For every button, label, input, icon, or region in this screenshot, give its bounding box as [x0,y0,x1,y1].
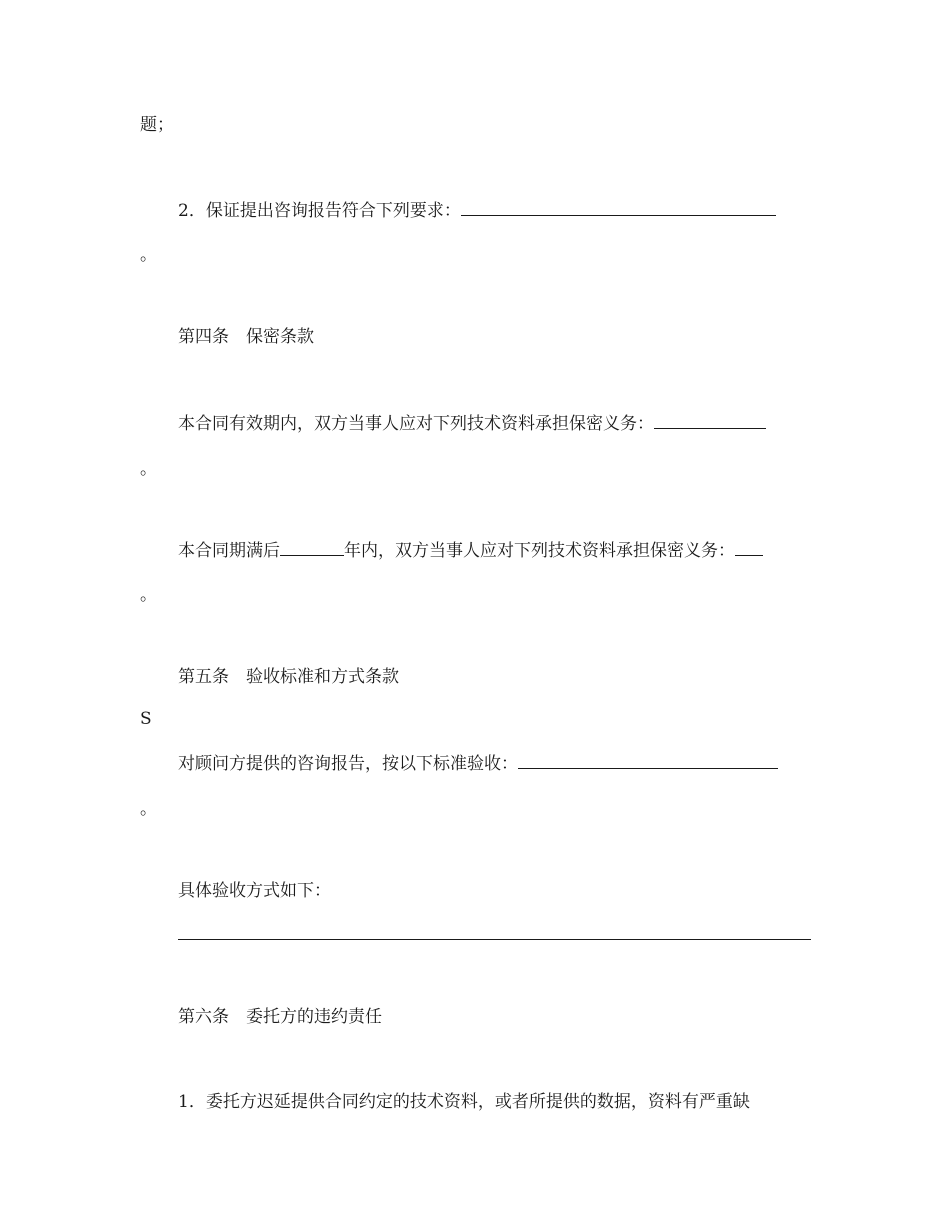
paragraph-continuation: 题； [140,115,174,135]
article-6-title: 第六条 委托方的违约责任 [178,1007,382,1027]
clause-end-mark: 。 [140,585,157,605]
confidentiality-during-term [178,412,766,435]
fill-blank[interactable] [735,539,763,556]
article-5-title: 第五条 验收标准和方式条款 [178,667,399,687]
fill-blank[interactable] [654,412,766,429]
after-term-text-b: 年内，双方当事人应对下列技术资料承担保密义务： [344,541,735,561]
fill-blank[interactable] [518,752,778,769]
acceptance-standard [178,752,778,775]
article-4-title: 第四条 保密条款 [178,327,314,347]
clause-end-mark: 。 [140,245,157,265]
stray-character: S [140,709,152,729]
full-width-blank[interactable] [178,939,811,940]
clause-end-mark: 。 [140,459,157,479]
years-blank[interactable] [280,539,344,556]
clause-end-mark: 。 [140,799,157,819]
acceptance-standard-text: 对顾问方提供的咨询报告，按以下标准验收： [178,754,518,774]
clause-2-text: 2．保证提出咨询报告符合下列要求： [178,201,461,221]
clause-1-liability: 1．委托方迟延提供合同约定的技术资料，或者所提供的数据，资料有严重缺 [178,1092,750,1112]
confidentiality-during-term-text: 本合同有效期内，双方当事人应对下列技术资料承担保密义务： [178,414,654,434]
acceptance-method: 具体验收方式如下： [178,881,331,901]
after-term-text-a: 本合同期满后 [178,541,280,561]
fill-blank[interactable] [461,199,776,216]
clause-2-requirements [178,199,776,222]
confidentiality-after-term [178,539,763,562]
